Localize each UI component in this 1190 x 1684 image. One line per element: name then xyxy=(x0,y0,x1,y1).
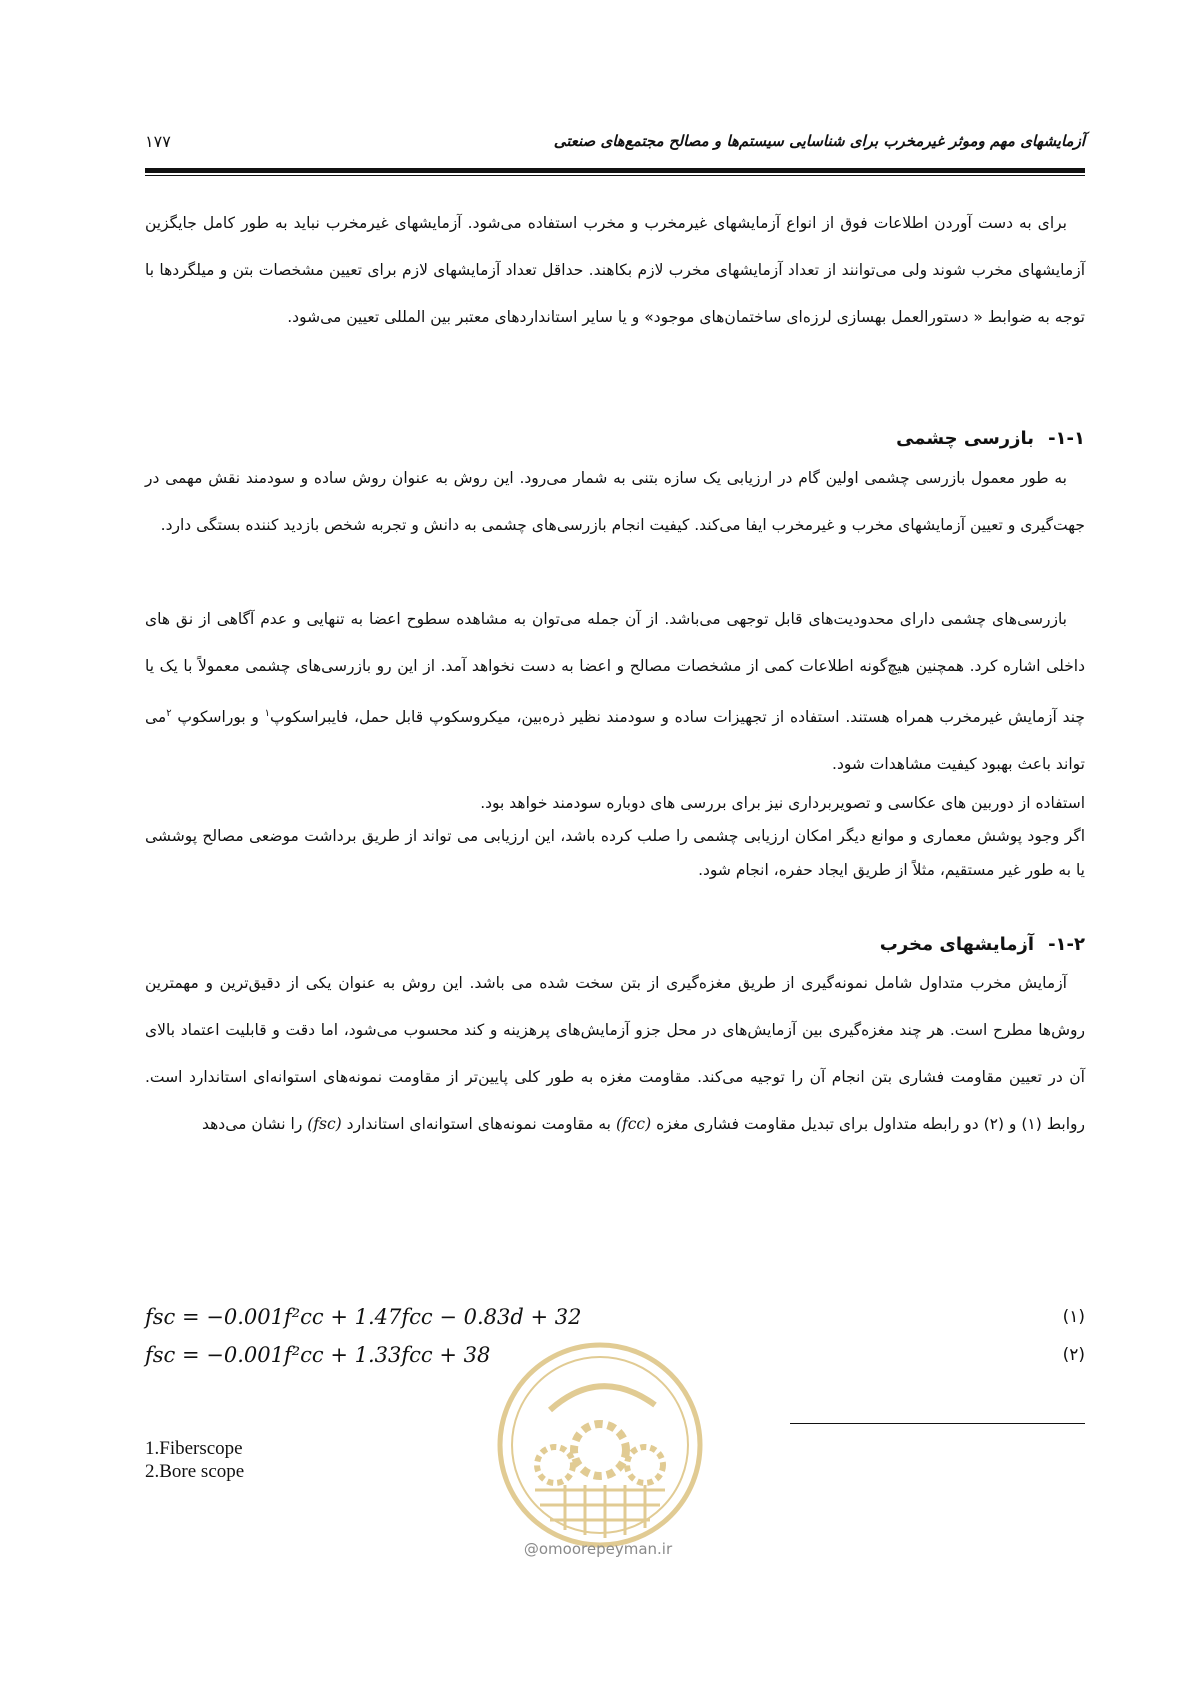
paragraph-text: بازرسی‌های چشمی دارای محدودیت‌های قابل توجهی می‌باشد. از آن جمله می‌توان به مشاهده سطوح اعضا به تنهایی و عدم آگاهی از نق های داخلی اشاره کرد. همچنین هیچ‌گونه اطلاعات کمی از مشخصات مصالح و اعضا به دست نخواهد آمد. از این رو بازرسی‌های چشمی معمولاً با یک یا چند آزمایش غیرمخرب همراه هستند. استفاده از تجهیزات ساده و سودمند نظیر ذره‌بین، میکروسکوپ قابل حمل، فایبراسکوپ xyxy=(145,610,1085,727)
section-title: آزمایشهای مخرب xyxy=(879,934,1035,955)
equation-text: fsc = −0.001f²cc + 1.47fcc − 0.83d + 32 xyxy=(145,1305,582,1329)
footnote-ref-2: ۲ xyxy=(166,708,172,719)
visual-inspection-paragraph-4: اگر وجود پوشش معماری و موانع دیگر امکان ارزیابی چشمی را صلب کرده باشد، این ارزیابی می تواند از طریق برداشت موضعی مصالح پوششی یا به طور غیر مستقیم، مثلاً از طریق ایجاد حفره، انجام شود. xyxy=(145,827,1085,879)
paragraph-text: و بوراسکوپ xyxy=(171,708,265,727)
equation-text: fsc = −0.001f²cc + 1.33fcc + 38 xyxy=(145,1343,491,1367)
page-number: ۱۷۷ xyxy=(145,132,171,151)
paragraph-text: آزمایش مخرب متداول شامل نمونه‌گیری از طریق مغزه‌گیری از بتن سخت شده می باشد. این روش به عنوان یکی از دقیق‌ترین و مهمترین روش‌ها مطرح است. هر چند مغزه‌گیری بین آزمایش‌های در محل جزو آزمایش‌های پرهزینه و کند محسوب می‌شود، اما دقت و قابلیت اعتماد بالای آن در تعیین مقاومت فشاری بتن انجام آن را توجیه می‌کند. مقاومت مغزه به طور کلی پایین‌تر از مقاومت نمونه‌های استوانه‌ای استاندارد است. روابط (۱) و (۲) دو رابطه متداول برای تبدیل مقاومت فشاری مغزه xyxy=(145,974,1085,1133)
footnote-1: 1.Fiberscope xyxy=(145,1438,243,1459)
section-number: ۱-۱- xyxy=(1048,428,1085,449)
symbol-fcc: (fcc) xyxy=(615,1115,652,1133)
section-heading-visual-inspection xyxy=(896,428,1085,449)
paragraph-text: را نشان می‌دهد xyxy=(202,1115,303,1133)
footnote-ref-1: ۱ xyxy=(264,708,271,719)
visual-inspection-paragraph-2 xyxy=(145,596,1085,788)
footnotes xyxy=(145,1437,244,1483)
section-number: ۱-۲- xyxy=(1048,934,1085,955)
destructive-tests-paragraph xyxy=(145,960,1085,1148)
intro-paragraph: برای به دست آوردن اطلاعات فوق از انواع آزمایشهای غیرمخرب و مخرب استفاده می‌شود. آزمایشهای غیرمخرب نباید به طور کامل جایگزین آزمایشهای مخرب شوند ولی می‌توانند از تعداد آزمایشهای مخرب لازم بکاهند. حداقل تعداد آزمایشهای لازم برای تعیین مشخصات بتن و میلگردها با توجه به ضوابط « دستورالعمل بهسازی لرزه‌ای ساختمان‌های موجود» و یا سایر استانداردهای معتبر بین المللی تعیین می‌شود. xyxy=(145,214,1085,326)
header-rule-thick xyxy=(145,168,1085,173)
symbol-fsc: (fsc) xyxy=(307,1115,342,1133)
footnote-2: 2.Bore scope xyxy=(145,1461,245,1482)
paragraph-text: می تواند باعث بهبود کیفیت مشاهدات شود. xyxy=(145,708,1085,774)
publisher-watermark-logo xyxy=(495,1340,705,1550)
paragraph-text: به مقاومت نمونه‌های استوانه‌ای استاندارد xyxy=(346,1115,611,1133)
footnote-separator xyxy=(790,1423,1085,1424)
equation-number: (۲) xyxy=(1062,1345,1085,1365)
equation-1 xyxy=(145,1305,1085,1335)
running-header xyxy=(145,128,1085,164)
section-title: بازرسی چشمی xyxy=(896,428,1035,449)
header-rule-thin xyxy=(145,175,1085,176)
visual-inspection-paragraph-3: استفاده از دوربین های عکاسی و تصویربرداری نیز برای بررسی های دوباره سودمند خواهد بود. xyxy=(480,794,1085,812)
section-heading-destructive-tests xyxy=(880,934,1085,955)
header-title: آزمایشهای مهم وموثر غیرمخرب برای شناسایی سیستم‌ها و مصالح مجتمع‌های صنعتی xyxy=(553,132,1085,150)
watermark-url: @omoorepeyman.ir xyxy=(523,1540,673,1558)
equation-number: (۱) xyxy=(1062,1307,1085,1327)
visual-inspection-paragraph-1: به طور معمول بازرسی چشمی اولین گام در ارزیابی یک سازه بتنی به شمار می‌رود. این روش به عنوان روش ساده و سودمند نقش مهمی در جهت‌گیری و تعیین آزمایشهای مخرب و غیرمخرب ایفا می‌کند. کیفیت انجام بازرسی‌های چشمی به دانش و تجربه شخص بازدید کننده بستگی دارد. xyxy=(145,469,1085,534)
